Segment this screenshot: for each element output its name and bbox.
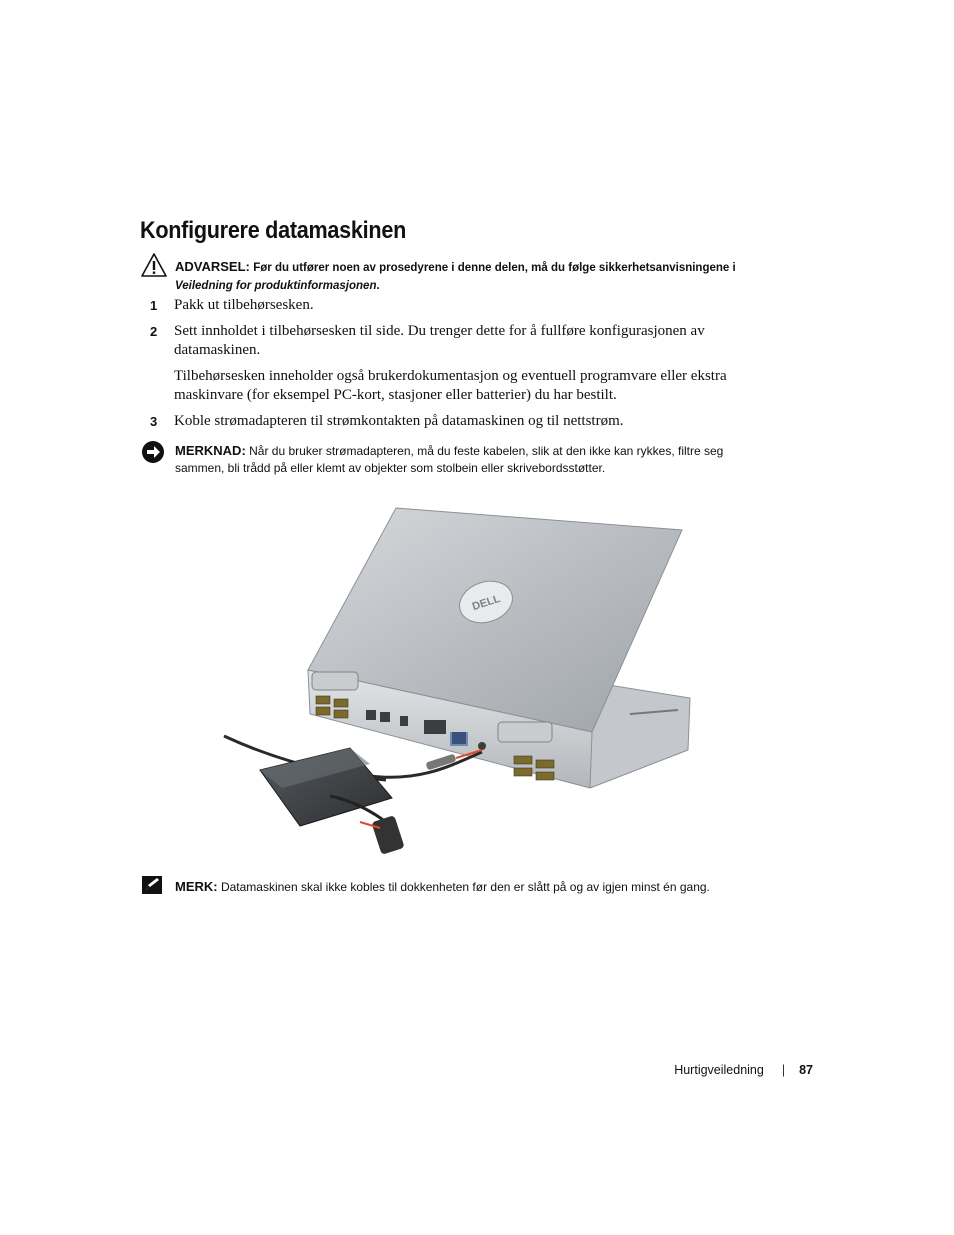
- notice-arrow-icon: [140, 439, 168, 467]
- notice-label: MERKNAD:: [175, 443, 246, 458]
- step-3: [150, 412, 760, 431]
- step-number: 3: [150, 414, 158, 429]
- warning-doc-title: Veiledning for produktinformasjonen: [175, 280, 377, 292]
- page-title: Konfigurere datamaskinen: [140, 217, 406, 244]
- note-text: Datamaskinen skal ikke kobles til dokkenheten før den er slått på og av igjen minst én gang.: [220, 880, 710, 894]
- step-text: Sett innholdet i tilbehørsesken til side. Du trenger dette for å fullføre konfigurasjonen av datamaskinen.: [174, 323, 705, 358]
- step-number: 1: [150, 298, 158, 313]
- step-text: Tilbehørsesken inneholder også brukerdokumentasjon og eventuell programvare eller ekstra maskinvare (for eksempel PC-kort, stasjoner eller batterier) du har bestilt.: [174, 368, 727, 403]
- steps-list: [150, 296, 760, 438]
- step-2: [150, 322, 760, 405]
- note-block: [175, 878, 775, 896]
- step-text: Koble strømadapteren til strømkontakten på datamaskinen og til nettstrøm.: [174, 413, 624, 429]
- dell-logo: DELL: [470, 592, 502, 614]
- warning-block: ADVARSEL: Før du utfører noen av prosedyrene i denne delen, må du følge sikkerhetsanvisningene i Veiledning for produktinformasjonen.: [175, 259, 736, 292]
- step-text: Pakk ut tilbehørsesken.: [174, 297, 314, 313]
- page-footer: [600, 1061, 813, 1079]
- page-number: 87: [799, 1063, 813, 1077]
- footer-separator: |: [781, 1063, 786, 1077]
- step-number: 2: [150, 324, 158, 339]
- footer-section: Hurtigveiledning: [674, 1063, 764, 1077]
- step-1: [150, 296, 760, 315]
- warning-label: ADVARSEL:: [175, 259, 250, 274]
- warning-triangle-icon: [140, 252, 168, 280]
- notice-block: [175, 442, 755, 477]
- note-pencil-icon: [140, 874, 168, 902]
- note-label: MERK:: [175, 879, 218, 894]
- warning-text: Før du utfører noen av prosedyrene i denne delen, må du følge sikkerhetsanvisningene i: [253, 262, 736, 274]
- notice-text: Når du bruker strømadapteren, må du feste kabelen, slik at den ikke kan rykkes, filtre seg sammen, bli trådd på eller klemt av objekter som stolbein eller skrivebordsstøtter.: [175, 444, 724, 475]
- laptop-illustration: [220, 500, 720, 860]
